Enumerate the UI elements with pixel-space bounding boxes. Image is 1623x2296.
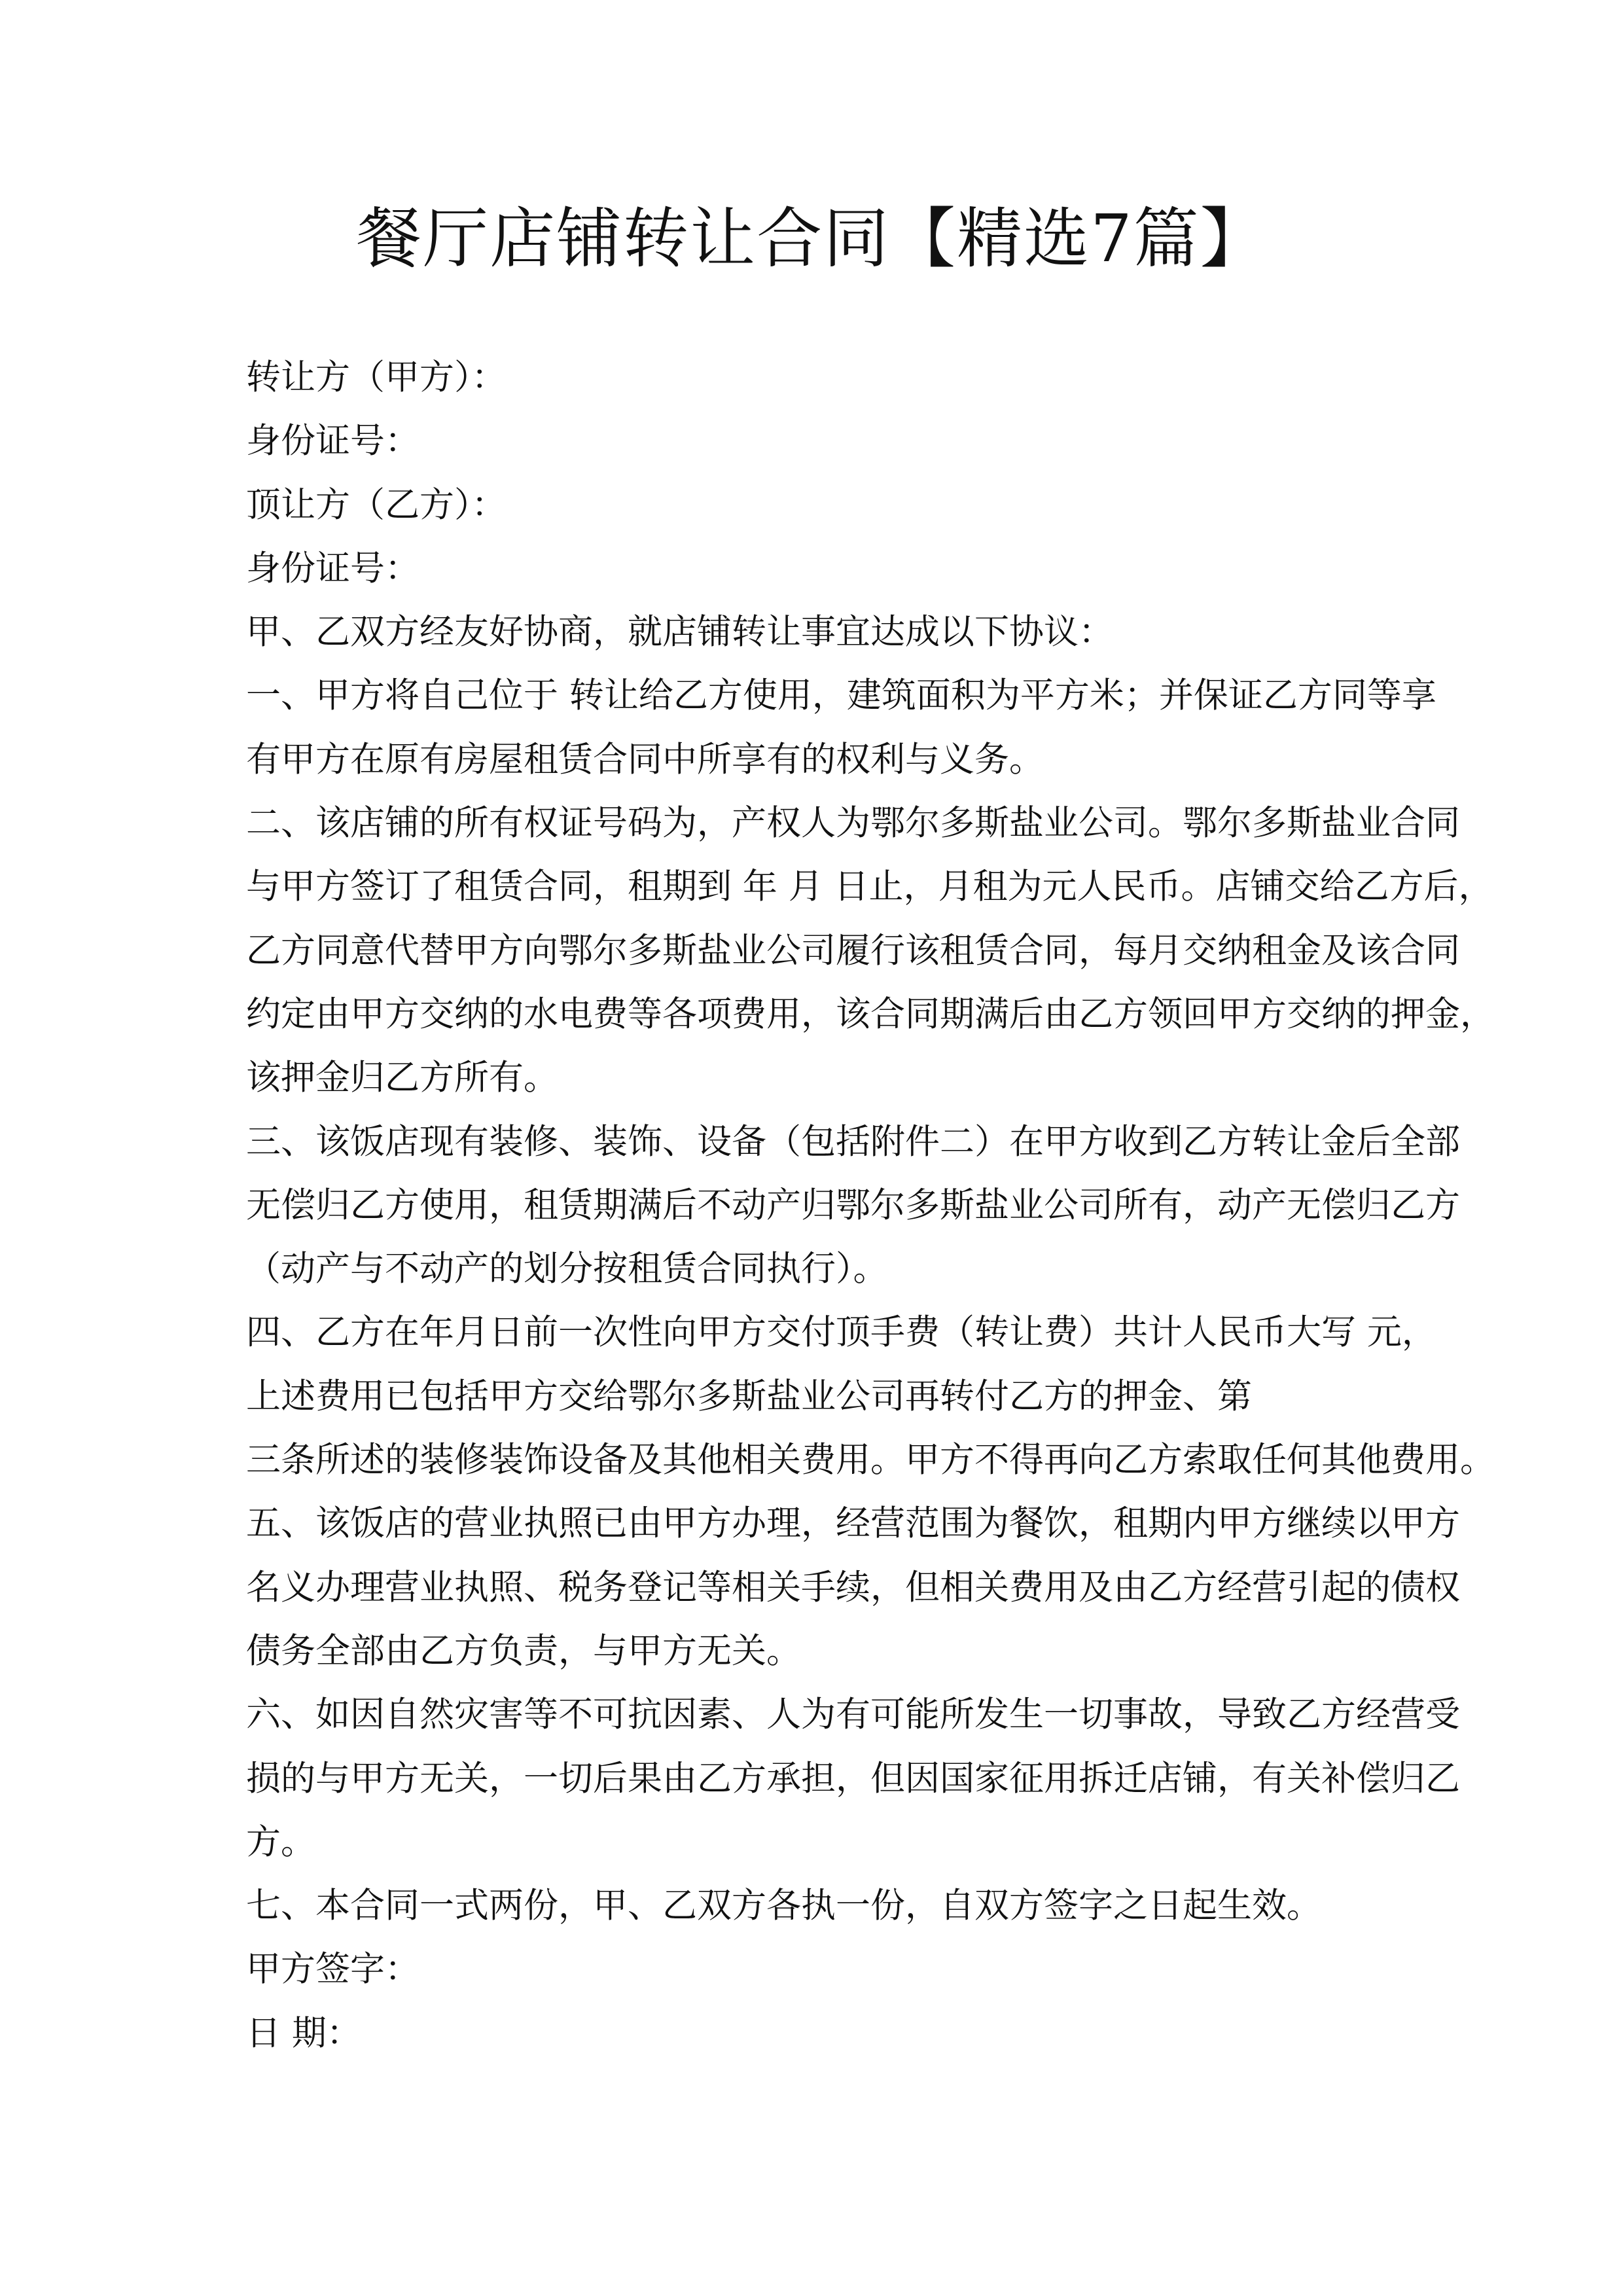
text-line: 身份证号： (246, 421, 419, 461)
text-line: 方。 (246, 1821, 315, 1862)
text-line: 转让方（甲方）： (246, 357, 507, 397)
text-line: 名义办理营业执照、税务登记等相关手续，但相关费用及由乙方经营引起的债权 (246, 1567, 1460, 1607)
text-line: 七、本合同一式两份，甲、乙双方各执一份，自双方签字之日起生效。 (246, 1886, 1321, 1926)
text-line: （动产与不动产的划分按租赁合同执行）。 (246, 1249, 888, 1289)
text-line: 日 期： (246, 2013, 361, 2053)
text-line: 四、乙方在年月日前一次性向甲方交付顶手费（转让费）共计人民币大写 元， (246, 1312, 1436, 1353)
text-line: 损的与甲方无关，一切后果由乙方承担，但因国家征用拆迁店铺，有关补偿归乙 (246, 1758, 1460, 1799)
text-line: 该押金归乙方所有。 (246, 1058, 558, 1098)
text-line: 二、该店铺的所有权证号码为，产权人为鄂尔多斯盐业公司。鄂尔多斯盐业合同 (246, 803, 1460, 844)
text-line: 三、该饭店现有装修、装饰、设备（包括附件二）在甲方收到乙方转让金后全部 (246, 1121, 1460, 1162)
document-body (246, 346, 1495, 2065)
text-line: 六、如因自然灾害等不可抗因素、人为有可能所发生一切事故，导致乙方经营受 (246, 1695, 1460, 1735)
text-line: 五、该饭店的营业执照已由甲方办理，经营范围为餐饮，租期内甲方继续以甲方 (246, 1503, 1460, 1544)
text-line: 上述费用已包括甲方交给鄂尔多斯盐业公司再转付乙方的押金、第 (246, 1376, 1252, 1416)
text-line: 乙方同意代替甲方向鄂尔多斯盐业公司履行该租赁合同，每月交纳租金及该合同 (246, 930, 1460, 971)
text-line: 有甲方在原有房屋租赁合同中所享有的权利与义务。 (246, 739, 1044, 780)
text-line: 债务全部由乙方负责，与甲方无关。 (246, 1630, 801, 1671)
document-title: 餐厅店铺转让合同【精选7篇】 (356, 200, 1267, 277)
text-line: 约定由甲方交纳的水电费等各项费用，该合同期满后由乙方领回甲方交纳的押金， (246, 994, 1495, 1034)
text-line: 无偿归乙方使用，租赁期满后不动产归鄂尔多斯盐业公司所有，动产无偿归乙方 (246, 1185, 1460, 1225)
text-line: 甲、乙双方经友好协商，就店铺转让事宜达成以下协议： (246, 612, 1113, 653)
text-line: 三条所述的装修装饰设备及其他相关费用。甲方不得再向乙方索取任何其他费用。 (246, 1440, 1495, 1480)
text-line: 与甲方签订了租赁合同，租期到 年 月 日止，月租为元人民币。店铺交给乙方后， (246, 867, 1493, 907)
text-line: 身份证号： (246, 548, 419, 588)
text-line: 甲方签字： (246, 1949, 419, 1990)
text-line: 顶让方（乙方）： (246, 484, 507, 525)
text-line: 一、甲方将自己位于 转让给乙方使用，建筑面积为平方米；并保证乙方同等享 (246, 675, 1436, 716)
